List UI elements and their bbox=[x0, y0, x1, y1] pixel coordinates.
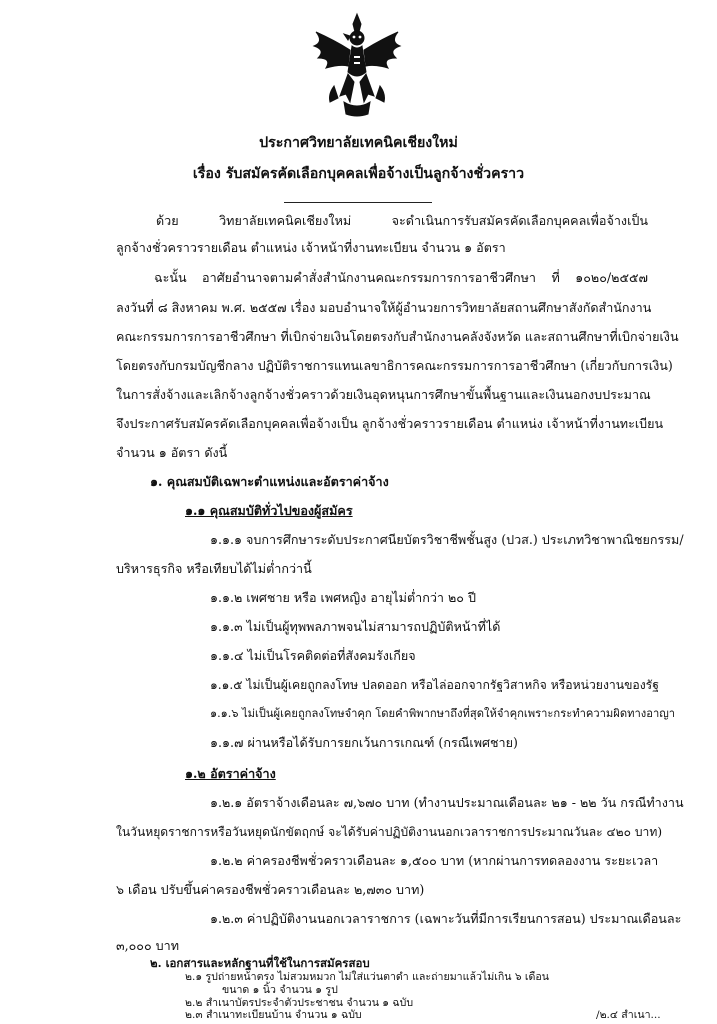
qualification-5: ๑.๑.๕ ไม่เป็นผู้เคยถูกลงโทษ ปลดออก หรือไล่ออกจากรัฐวิสาหกิจ หรือหน่วยงานของรัฐ bbox=[210, 678, 659, 692]
intro-line-1: ด้วย วิทยาลัยเทคนิคเชียงใหม่ จะดำเนินการรับสมัครคัดเลือกบุคคลเพื่อจ้างเป็น bbox=[156, 213, 648, 228]
title-divider bbox=[284, 202, 432, 203]
document-2: ๒.๒ สำเนาบัตรประจำตัวประชาชน จำนวน ๑ ฉบับ bbox=[185, 997, 414, 1009]
garuda-emblem-icon bbox=[304, 10, 410, 120]
section1-heading: ๑. คุณสมบัติเฉพาะตำแหน่งและอัตราค่าจ้าง bbox=[150, 474, 389, 489]
para2-line-1: ฉะนั้น อาศัยอำนาจตามคำสั่งสำนักงานคณะกรรมการการอาชีวศึกษา ที่ ๑๐๒๐/๒๕๕๗ bbox=[154, 270, 648, 285]
continued-marker: /๒.๔ สำเนา... bbox=[596, 1009, 661, 1021]
intro-line-2: ลูกจ้างชั่วคราวรายเดือน ตำแหน่ง เจ้าหน้าที่งานทะเบียน จำนวน ๑ อัตรา bbox=[116, 240, 506, 255]
para2-line-3: คณะกรรมการการอาชีวศึกษา ที่เบิกจ่ายเงินโดยตรงกับสำนักงานคลังจังหวัด และสถานศึกษาที่เบิกจ่ายเงิน bbox=[116, 329, 679, 344]
wage-3-line-2: ๓,๐๐๐ บาท bbox=[116, 938, 180, 953]
para2-line-4: โดยตรงกับกรมบัญชีกลาง ปฏิบัติราชการแทนเลขาธิการคณะกรรมการการอาชีวศึกษา (เกี่ยวกับการเงิน) bbox=[116, 358, 673, 373]
document-1-line-1: ๒.๑ รูปถ่ายหน้าตรง ไม่สวมหมวก ไม่ใส่แว่นตาดำ และถ่ายมาแล้วไม่เกิน ๖ เดือน bbox=[185, 971, 550, 983]
para2-line-2: ลงวันที่ ๘ สิงหาคม พ.ศ. ๒๕๕๗ เรื่อง มอบอำนาจให้ผู้อำนวยการวิทยาลัยสถานศึกษาสังกัดสำนักงาน bbox=[116, 300, 652, 315]
qualification-3: ๑.๑.๓ ไม่เป็นผู้ทุพพลภาพจนไม่สามารถปฏิบัติหน้าที่ได้ bbox=[210, 619, 501, 634]
wage-2-line-1: ๑.๒.๒ ค่าครองชีพชั่วคราวเดือนละ ๑,๕๐๐ บาท (หากผ่านการทดลองงาน ระยะเวลา bbox=[210, 853, 659, 868]
qualification-2: ๑.๑.๒ เพศชาย หรือ เพศหญิง อายุไม่ต่ำกว่า ๒๐ ปี bbox=[210, 590, 476, 605]
wage-2-line-2: ๖ เดือน ปรับขึ้นค่าครองชีพชั่วคราวเดือนละ ๒,๗๓๐ บาท) bbox=[116, 882, 425, 897]
wage-1-line-2: ในวันหยุดราชการหรือวันหยุดนักขัตฤกษ์ จะได้รับค่าปฏิบัติงานนอกเวลาราชการประมาณวันละ ๔๒๐ บาท) bbox=[116, 825, 663, 839]
para2-line-6: จึงประกาศรับสมัครคัดเลือกบุคคลเพื่อจ้างเป็น ลูกจ้างชั่วคราวรายเดือน ตำแหน่ง เจ้าหน้าที่งานทะเบียน bbox=[116, 416, 664, 431]
section2-heading: ๒. เอกสารและหลักฐานที่ใช้ในการสมัครสอบ bbox=[150, 956, 370, 970]
qualification-4: ๑.๑.๔ ไม่เป็นโรคติดต่อที่สังคมรังเกียจ bbox=[210, 648, 416, 663]
section1-2-heading: ๑.๒ อัตราค่าจ้าง bbox=[185, 766, 276, 781]
document-3: ๒.๓ สำเนาทะเบียนบ้าน จำนวน ๑ ฉบับ bbox=[185, 1009, 362, 1021]
qualification-7: ๑.๑.๗ ผ่านหรือได้รับการยกเว้นการเกณฑ์ (กรณีเพศชาย) bbox=[210, 735, 518, 750]
qualification-1-line-1: ๑.๑.๑ จบการศึกษาระดับประกาศนียบัตรวิชาชีพชั้นสูง (ปวส.) ประเภทวิชาพาณิชยกรรม/ bbox=[210, 532, 684, 547]
wage-3-line-1: ๑.๒.๓ ค่าปฏิบัติงานนอกเวลาราชการ (เฉพาะวันที่มีการเรียนการสอน) ประมาณเดือนละ bbox=[210, 911, 682, 926]
para2-line-5: ในการสั่งจ้างและเลิกจ้างลูกจ้างชั่วคราวด้วยเงินอุดหนุนการศึกษาขั้นพื้นฐานและเงินนอกงบประมาณ bbox=[116, 387, 651, 402]
qualification-6: ๑.๑.๖ ไม่เป็นผู้เคยถูกลงโทษจำคุก โดยคำพิพากษาถึงที่สุดให้จำคุกเพราะกระทำความผิดทางอาญา bbox=[210, 707, 676, 720]
para2-line-7: จำนวน ๑ อัตรา ดังนี้ bbox=[116, 445, 228, 460]
announcement-title: ประกาศวิทยาลัยเทคนิคเชียงใหม่ bbox=[259, 135, 458, 151]
announcement-subject: เรื่อง รับสมัครคัดเลือกบุคคลเพื่อจ้างเป็นลูกจ้างชั่วคราว bbox=[192, 166, 525, 182]
document-1-line-2: ขนาด ๑ นิ้ว จำนวน ๑ รูป bbox=[222, 984, 338, 996]
section1-1-heading: ๑.๑ คุณสมบัติทั่วไปของผู้สมัคร bbox=[185, 503, 353, 518]
qualification-1-line-2: บริหารธุรกิจ หรือเทียบได้ไม่ต่ำกว่านี้ bbox=[116, 561, 312, 576]
wage-1-line-1: ๑.๒.๑ อัตราจ้างเดือนละ ๗,๖๗๐ บาท (ทำงานประมาณเดือนละ ๒๑ - ๒๒ วัน กรณีทำงาน bbox=[210, 795, 684, 810]
